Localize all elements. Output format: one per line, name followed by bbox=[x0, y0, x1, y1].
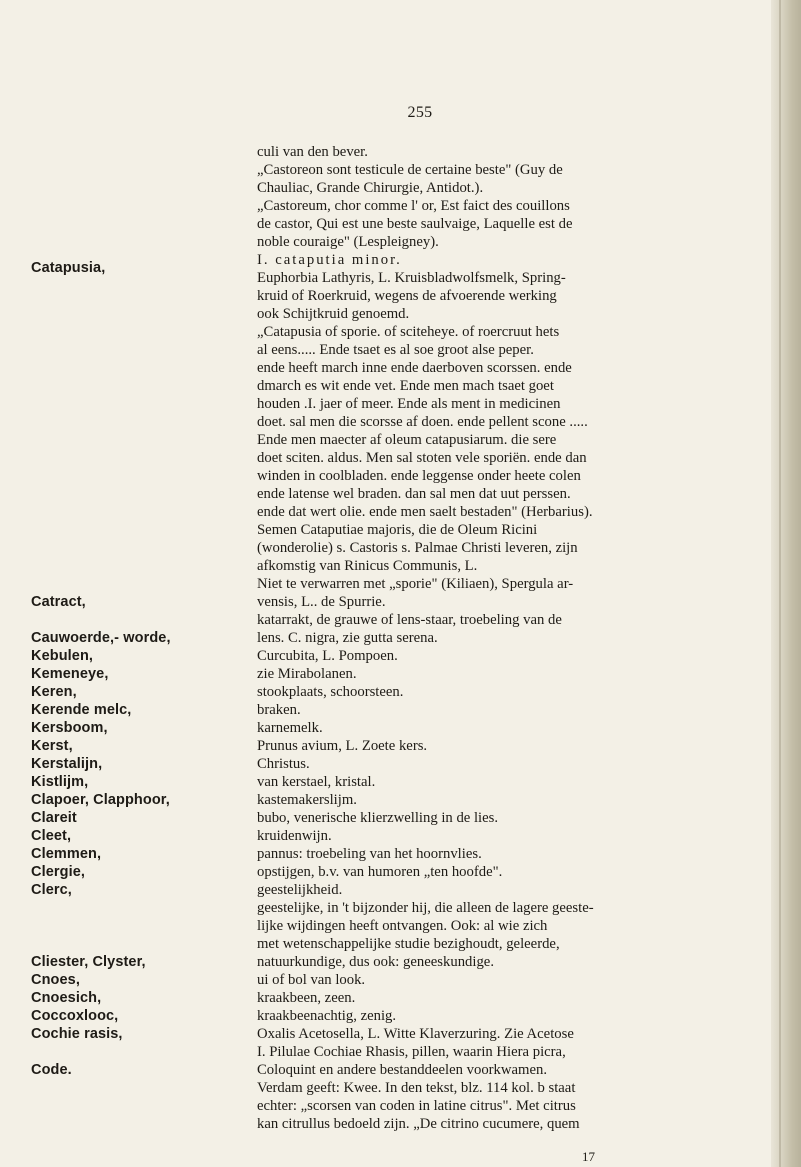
text-line: lijke wijdingen heeft ontvangen. Ook: al wie zich bbox=[257, 918, 548, 934]
text-line: met wetenschappelijke studie bezighoudt, geleerde, bbox=[257, 936, 560, 952]
text-line: kan citrullus bedoeld zijn. „De citrino cucumere, quem bbox=[257, 1116, 580, 1132]
signature-mark: 17 bbox=[582, 1149, 595, 1164]
text-line: Oxalis Acetosella, L. Witte Klaverzuring. Zie Acetose bbox=[257, 1026, 574, 1042]
page-edge-shadow bbox=[771, 0, 801, 1167]
text-line: „Castoreum, chor comme l' or, Est faict des couillons bbox=[257, 198, 570, 214]
headword: Catapusia, bbox=[31, 260, 106, 276]
text-line: noble couraige" (Lespleigney). bbox=[257, 234, 439, 250]
text-line: kastemakerslijm. bbox=[257, 792, 357, 808]
text-line: (wonderolie) s. Castoris s. Palmae Christi leveren, zijn bbox=[257, 540, 578, 556]
headword: Coccoxlooc, bbox=[31, 1008, 119, 1024]
text-line: vensis, L.. de Spurrie. bbox=[257, 594, 386, 610]
text-line: Chauliac, Grande Chirurgie, Antidot.). bbox=[257, 180, 484, 196]
text-line: I. Pilulae Cochiae Rhasis, pillen, waarin Hiera picra, bbox=[257, 1044, 566, 1060]
text-line: ende heeft march inne ende daerboven scorssen. ende bbox=[257, 360, 572, 376]
text-line: kruid of Roerkruid, wegens de afvoerende werking bbox=[257, 288, 557, 304]
headword: Code. bbox=[31, 1062, 72, 1078]
text-line: al eens..... Ende tsaet es al soe groot alse peper. bbox=[257, 342, 534, 358]
text-line: culi van den bever. bbox=[257, 144, 368, 160]
definitions-column bbox=[257, 143, 752, 1133]
page-number: 255 bbox=[407, 104, 433, 121]
text-line: I. cataputia minor. bbox=[257, 252, 402, 268]
headword: Cnoesich, bbox=[31, 990, 102, 1006]
headword: Catract, bbox=[31, 594, 86, 610]
text-line: „Catapusia of sporie. of sciteheye. of roercruut hets bbox=[257, 324, 560, 340]
text-line: winden in coolbladen. ende leggense onder heete colen bbox=[257, 468, 581, 484]
text-line: stookplaats, schoorsteen. bbox=[257, 684, 404, 700]
headword: Kebulen, bbox=[31, 648, 94, 664]
text-line: Prunus avium, L. Zoete kers. bbox=[257, 738, 428, 754]
text-line: braken. bbox=[257, 702, 301, 718]
text-line: katarrakt, de grauwe of lens-staar, troebeling van de bbox=[257, 612, 562, 628]
text-line: Curcubita, L. Pompoen. bbox=[257, 648, 398, 664]
headword: Clergie, bbox=[31, 864, 85, 880]
text-line: Coloquint en andere bestanddeelen voorkwamen. bbox=[257, 1062, 547, 1078]
text-line: dmarch es wit ende vet. Ende men mach tsaet goet bbox=[257, 378, 554, 394]
text-line: kraakbeenachtig, zenig. bbox=[257, 1008, 397, 1024]
text-line: geestelijkheid. bbox=[257, 882, 343, 898]
text-line: opstijgen, b.v. van humoren „ten hoofde". bbox=[257, 864, 503, 880]
text-line: lens. C. nigra, zie gutta serena. bbox=[257, 630, 438, 646]
text-line: karnemelk. bbox=[257, 720, 323, 736]
text-line: Niet te verwarren met „sporie" (Kiliaen), Spergula ar- bbox=[257, 576, 574, 592]
text-line: doet sciten. aldus. Men sal stoten vele sporiën. ende dan bbox=[257, 450, 587, 466]
text-line: natuurkundige, dus ook: geneeskundige. bbox=[257, 954, 494, 970]
text-line: bubo, venerische klierzwelling in de lies. bbox=[257, 810, 499, 826]
headword: Cnoes, bbox=[31, 972, 80, 988]
headword: Clareit bbox=[31, 810, 77, 826]
text-line: van kerstael, kristal. bbox=[257, 774, 376, 790]
text-line: ook Schijtkruid genoemd. bbox=[257, 306, 410, 322]
headword: Cliester, Clyster, bbox=[31, 954, 146, 970]
text-line: Verdam geeft: Kwee. In den tekst, blz. 114 kol. b staat bbox=[257, 1080, 576, 1096]
headword: Cochie rasis, bbox=[31, 1026, 123, 1042]
headword: Clerc, bbox=[31, 882, 72, 898]
headword: Kersboom, bbox=[31, 720, 108, 736]
headword: Kistlijm, bbox=[31, 774, 89, 790]
headword: Keren, bbox=[31, 684, 77, 700]
text-line: houden .I. jaer of meer. Ende als ment in medicinen bbox=[257, 396, 561, 412]
headword: Kemeneye, bbox=[31, 666, 109, 682]
text-line: Ende men maecter af oleum catapusiarum. die sere bbox=[257, 432, 557, 448]
text-line: pannus: troebeling van het hoornvlies. bbox=[257, 846, 482, 862]
text-line: Semen Cataputiae majoris, die de Oleum Ricini bbox=[257, 522, 538, 538]
text-line: ui of bol van look. bbox=[257, 972, 366, 988]
text-line: Euphorbia Lathyris, L. Kruisbladwolfsmelk, Spring- bbox=[257, 270, 566, 286]
text-line: de castor, Qui est une beste saulvaige, Laquelle est de bbox=[257, 216, 573, 232]
text-line: geestelijke, in 't bijzonder hij, die alleen de lagere geeste- bbox=[257, 900, 594, 916]
headword: Cauwoerde,- worde, bbox=[31, 630, 171, 646]
text-line: ende dat wert olie. ende men saelt bestaden" (Herbarius). bbox=[257, 504, 593, 520]
headword: Kerst, bbox=[31, 738, 73, 754]
text-line: doet. sal men die scorsse af doen. ende pellent scone ..... bbox=[257, 414, 588, 430]
text-line: Christus. bbox=[257, 756, 310, 772]
text-line: kruidenwijn. bbox=[257, 828, 332, 844]
text-line: zie Mirabolanen. bbox=[257, 666, 357, 682]
text-line: ende latense wel braden. dan sal men dat uut perssen. bbox=[257, 486, 571, 502]
headword: Clemmen, bbox=[31, 846, 102, 862]
text-line: „Castoreon sont testicule de certaine beste" (Guy de bbox=[257, 162, 563, 178]
text-line: echter: „scorsen van coden in latine citrus". Met citrus bbox=[257, 1098, 576, 1114]
headword: Kerende melc, bbox=[31, 702, 132, 718]
headword: Kerstalijn, bbox=[31, 756, 103, 772]
headword: Cleet, bbox=[31, 828, 72, 844]
text-line: kraakbeen, zeen. bbox=[257, 990, 356, 1006]
text-line: afkomstig van Rinicus Communis, L. bbox=[257, 558, 478, 574]
headword: Clapoer, Clapphoor, bbox=[31, 792, 170, 808]
